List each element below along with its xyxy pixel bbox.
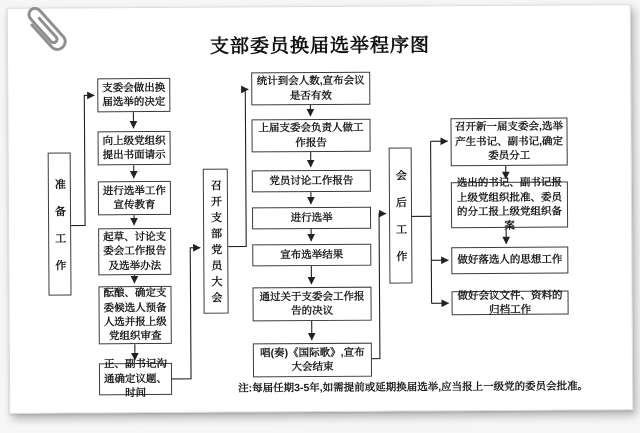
stage-preparation: [48, 153, 72, 296]
prep-step-publicity: 进行选举工作宣传教育: [98, 181, 171, 215]
prep-step-candidates: 酝酿、确定支委候选人预备人选并报上级党组织审查: [98, 286, 171, 344]
meeting-step-resolution: 通过关于支委会工作报告的决议: [252, 287, 371, 322]
post-step-new-committee: 召开新一届支委会,选举产生书记、副书记,确定委员分工: [450, 117, 567, 166]
prep-step-draft-report: 起草、讨论支委会工作报告及选举办法: [98, 228, 171, 275]
prep-step-request: 向上级党组织提出书面请示: [98, 131, 171, 165]
prep-step-agenda: 正、副书记沟通确定议题、时间: [99, 363, 172, 395]
meeting-step-discussion: 党员讨论工作报告: [252, 170, 371, 193]
footnote: 注:每届任期3-5年,如需提前或延期换届选举,应当报上一级党的委员会批准。: [238, 380, 589, 395]
stage-post-work-label: 会后工作: [394, 169, 407, 278]
meeting-step-headcount: 统计到会人数,宣布会议是否有效: [251, 72, 370, 106]
post-step-ideological: 做好落选人的思想工作: [451, 246, 568, 274]
stage-meeting: [203, 169, 229, 314]
paper-sheet: [7, 4, 633, 414]
prep-step-decision: 支委会做出换届选举的决定: [97, 78, 170, 112]
meeting-step-work-report: 上届支委会负责人做工作报告: [251, 119, 370, 153]
diagram-title: 支部委员换届选举程序图: [209, 35, 431, 58]
stage-post-work: [389, 147, 413, 283]
post-step-approval: 选出的书记、副书记报上级党组织批准、委员的分工报上级党组织备案: [451, 181, 568, 228]
meeting-step-election: 进行选举: [252, 207, 371, 230]
post-step-archiving: 做好会议文件、资料的归档工作: [452, 290, 569, 315]
stage-meeting-label: 召开支部党员大会: [209, 179, 223, 308]
stage-preparation-label: 准备工作: [53, 178, 66, 287]
meeting-step-closing: 唱(奏)《国际歌》,宣布大会结束: [253, 343, 372, 378]
meeting-step-results: 宣布选举结果: [252, 244, 371, 267]
